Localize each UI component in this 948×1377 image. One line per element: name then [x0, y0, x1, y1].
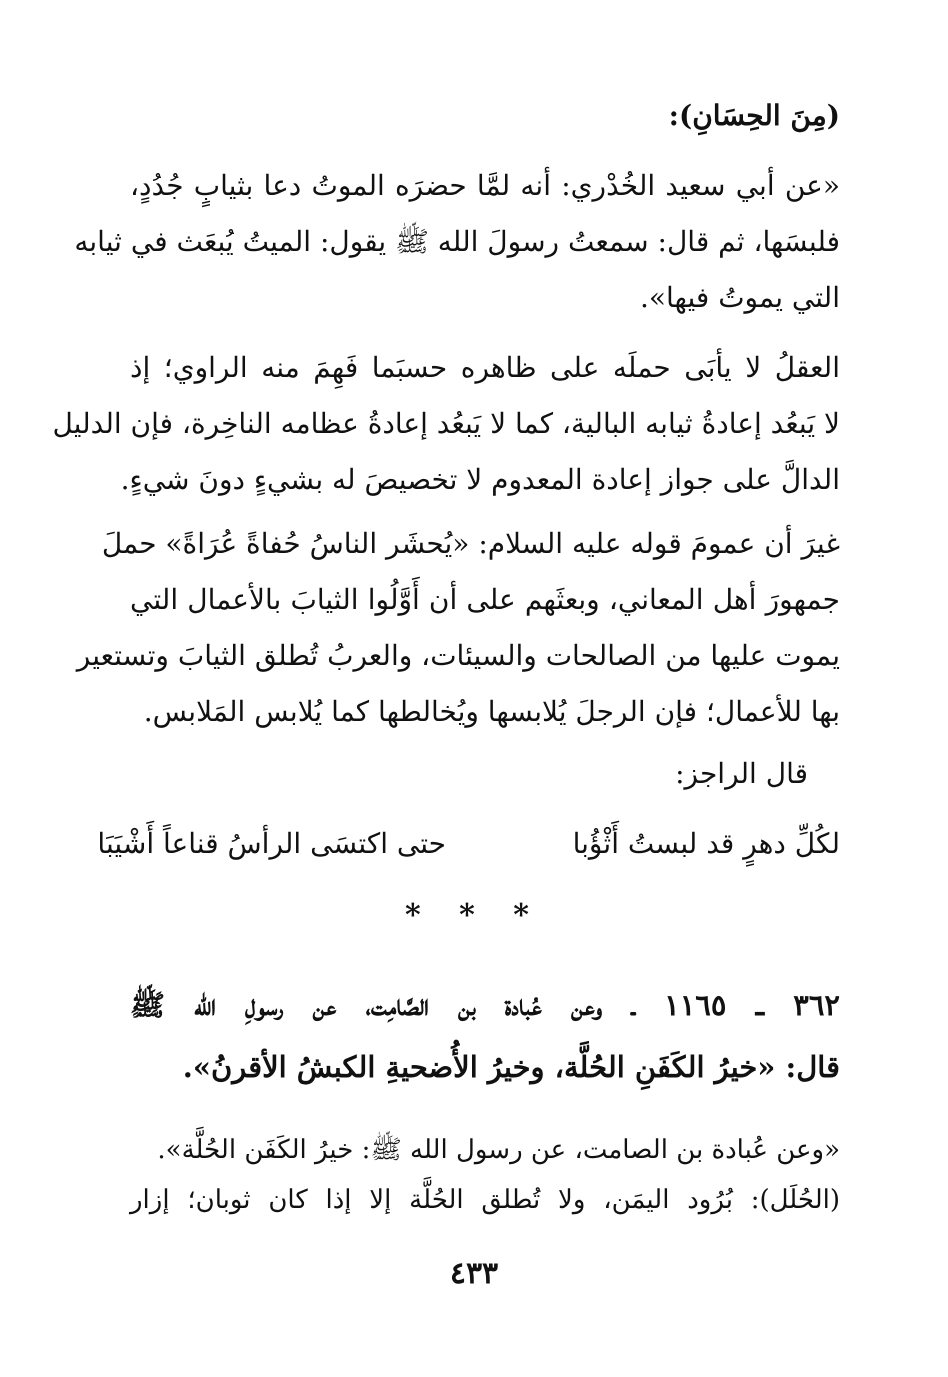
commentary-line-2: (الحُلَل): بُرُود اليمَن، ولا تُطلق الحُلَّة إلا إذا كان ثوبان؛ إزار: [130, 1185, 840, 1215]
poet-intro: قال الراجز:: [675, 757, 808, 790]
section-heading: (مِنَ الحِسَانِ):: [668, 99, 840, 132]
paragraph-2-line-4: بها للأعمال؛ فإن الرجلَ يُلابسها ويُخالطها كما يُلابس المَلابس.: [143, 695, 840, 728]
paragraph-2-line-1: غيرَ أن عمومَ قوله عليه السلام: «يُحشَر الناسُ حُفاةً عُرَاةً» حملَ: [101, 527, 840, 560]
hadith-header-line-1: ٣٦٢ ـ ١١٦٥ ـ وعن عُبادة بن الصَّامِت، عن رسولِ الله ﷺ: [130, 988, 840, 1022]
verse-second-hemistich: حتى اكتسَى الرأسُ قناعاً أَشْيَبَا: [97, 827, 446, 860]
quote-line-1: «عن أبي سعيد الخُدْري: أنه لمَّا حضرَه الموتُ دعا بثيابٍ جُدُدٍ،: [130, 169, 840, 202]
section-separator: * * *: [405, 898, 543, 933]
quote-line-3: التي يموتُ فيها».: [639, 281, 840, 314]
hadith-header-line-2: قال: «خيرُ الكَفَنِ الحُلَّة، وخيرُ الأُضحيةِ الكبشُ الأقرنُ».: [182, 1050, 840, 1084]
paragraph-1-line-1: العقلُ لا يأبَى حملَه على ظاهره حسبَما فَهِمَ منه الراوي؛ إذ: [130, 351, 840, 384]
verse-first-hemistich: لكُلِّ دهرٍ قد لبستُ أَثْؤُبا: [572, 827, 840, 860]
commentary-line-1: «وعن عُبادة بن الصامت، عن رسول الله ﷺ: خيرُ الكَفَن الحُلَّة».: [157, 1135, 840, 1165]
quote-line-2: فلبسَها، ثم قال: سمعتُ رسولَ الله ﷺ يقول: الميتُ يُبعَث في ثيابه: [74, 225, 840, 258]
paragraph-1-line-2: لا يَبعُد إعادةُ ثيابه البالية، كما لا يَبعُد إعادةُ عظامه الناخِرة، فإن الدليل: [52, 407, 840, 440]
page-number: ٤٣٣: [449, 1256, 499, 1291]
paragraph-2-line-3: يموت عليها من الصالحات والسيئات، والعربُ تُطلق الثيابَ وتستعير: [76, 639, 840, 672]
paragraph-2-line-2: جمهورَ أهل المعاني، وبعثَهم على أن أَوَّلُوا الثيابَ بالأعمال التي: [130, 583, 840, 616]
paragraph-1-line-3: الدالَّ على جواز إعادة المعدوم لا تخصيصَ له بشيءٍ دونَ شيءٍ.: [120, 463, 840, 496]
